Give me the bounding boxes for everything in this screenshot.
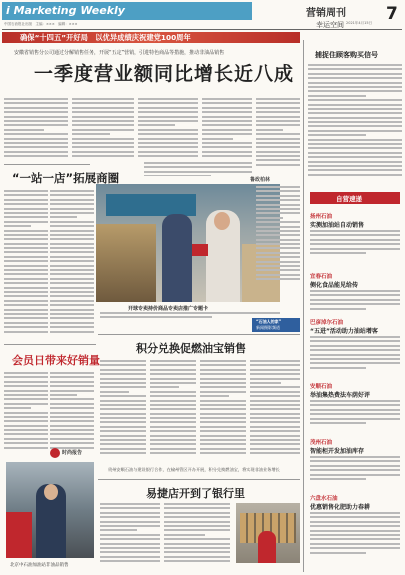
member-headline: 会员日带来好销量 <box>12 354 100 367</box>
lead-kicker: 安徽省销售分公司通过分解销售任务，开展“五定”营销，引进特色商品等措施，推动非油品销售 <box>14 50 225 56</box>
bank-photo-person <box>258 531 276 563</box>
member-logo-mark <box>50 448 60 458</box>
divider-member <box>4 344 96 345</box>
photo-channel-logo-sub: 新闻摄影频道 <box>256 325 280 330</box>
bank-body-col-1 <box>100 503 160 569</box>
self-operated-badge-text: 自营速递 <box>336 195 362 203</box>
yizhan-body-col-1 <box>4 190 48 338</box>
masthead-rule <box>2 29 402 30</box>
lead-body-col-6 <box>256 186 300 286</box>
member-photo-caption: 北京中石油加油站非油品销售 <box>10 563 69 568</box>
points-body-col-4 <box>250 360 300 462</box>
photo-channel-logo-text: “石油人的家” <box>256 319 282 324</box>
points-headline: 积分兑换促燃油宝销售 <box>136 342 246 355</box>
yizhan-body-col-2 <box>50 190 94 338</box>
brief-subtitle-1: 实测加油站自动销售 <box>310 222 365 229</box>
member-photo-shelf <box>6 512 32 558</box>
lead-photo <box>96 184 280 302</box>
points-body-col-3 <box>200 360 246 462</box>
photo-shelf <box>96 224 156 302</box>
bank-photo <box>236 503 300 563</box>
section-title: 营销周刊 <box>306 8 346 19</box>
member-body-col-1 <box>4 372 48 452</box>
brief-subtitle-3: “五进”活动助力油站增客 <box>310 328 378 335</box>
top-banner-text: 确保“十四五”开好局 以优异成绩庆祝建党100周年 <box>20 33 191 42</box>
photo-person-face <box>214 212 230 230</box>
bank-headline: 易捷店开到了银行里 <box>146 487 245 500</box>
photo-person-left <box>162 214 192 302</box>
brief-subtitle-4: 举油集热费法车荫好评 <box>310 392 371 399</box>
lead-headline: 一季度营业额同比增长近八成 <box>34 63 295 85</box>
masthead-brand: i Marketing Weekly <box>6 4 125 17</box>
masthead-info: 中国石油报社出版 主编：××× 编辑：××× <box>4 22 78 26</box>
member-body-col-2 <box>50 372 94 452</box>
brief-body-2 <box>310 290 400 314</box>
lead-body-col-3b <box>144 162 252 176</box>
brief-body-3 <box>310 336 400 376</box>
lead-byline: 鲁政柏林 <box>250 177 271 183</box>
lead-body-col-2 <box>72 98 134 158</box>
photo-store-sign <box>106 194 196 216</box>
brief-title-3: 巴彦淖尔石油 <box>310 320 344 326</box>
right-body <box>308 64 402 186</box>
divider-points <box>98 334 300 335</box>
lead-body-col-1 <box>4 98 68 158</box>
brief-title-6: 六盘水石油 <box>310 496 338 502</box>
divider-yizhan <box>4 164 90 165</box>
brief-subtitle-6: 优惠销售化肥助力春耕 <box>310 504 371 511</box>
brief-body-6 <box>310 512 400 568</box>
page-number: 7 <box>386 4 398 24</box>
photo-card <box>192 244 208 256</box>
brief-title-4: 安顺石油 <box>310 384 333 390</box>
masthead-date: 2021年4月15日 <box>346 21 373 25</box>
bank-body-col-2 <box>164 503 230 569</box>
brief-body-5 <box>310 456 400 490</box>
sub-section: 幸运空间 <box>316 21 344 29</box>
points-body-col-1 <box>100 360 146 462</box>
brief-body-4 <box>310 400 400 434</box>
brief-title-5: 茂州石油 <box>310 440 333 446</box>
yizhan-headline: “一站一店”拓展商圈 <box>12 171 120 185</box>
member-logo-label: 时尚报告 <box>62 450 83 456</box>
right-column-border <box>303 40 304 572</box>
lead-body-col-5 <box>256 98 300 168</box>
brief-subtitle-5: 智能柜开发加油库存 <box>310 448 365 455</box>
lead-photo-caption: 开球专卖持价商品专卖店推广专题卡 <box>128 306 209 312</box>
member-photo <box>6 462 94 558</box>
lead-body-col-3 <box>138 98 198 158</box>
points-intro: 贵州安顺石油与建设银行合作，在榆州管区开办开展，积分兑换燃油宝，将实现非油业务增长 <box>108 467 280 472</box>
divider-bank <box>98 479 300 480</box>
brief-subtitle-2: 侧化食品能见给传 <box>310 282 359 289</box>
brief-body-1 <box>310 230 400 258</box>
member-photo-face <box>44 484 58 500</box>
points-body-col-2 <box>150 360 196 462</box>
brief-title-2: 宜春石油 <box>310 274 333 280</box>
right-headline: 捕捉住顾客购买信号 <box>315 51 378 59</box>
lead-body-col-4 <box>202 98 252 158</box>
brief-title-1: 扬州石油 <box>310 214 333 220</box>
